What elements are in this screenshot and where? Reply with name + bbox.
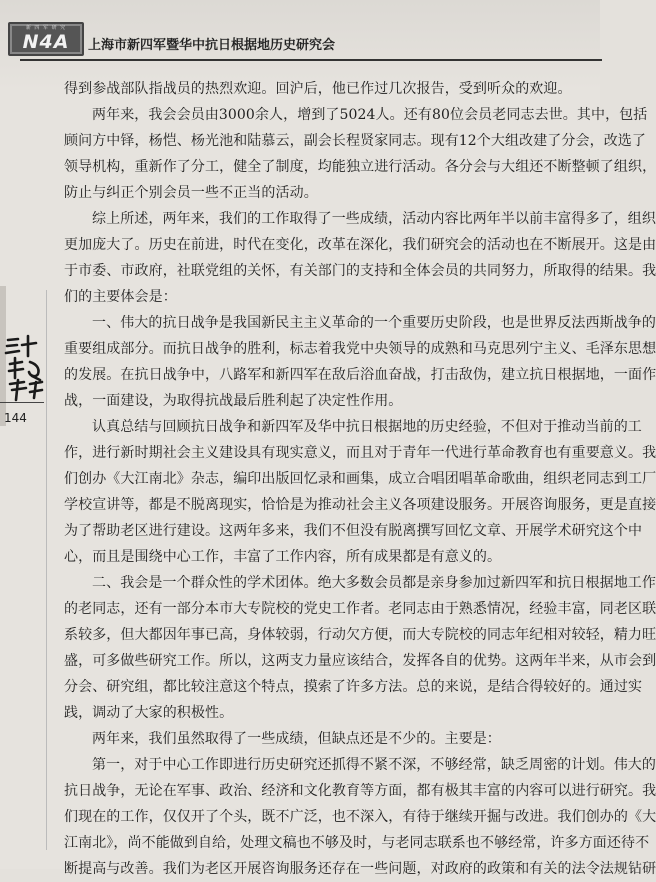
journal-logo: [8, 22, 84, 56]
header-title: 上海市新四军暨华中抗日根据地历史研究会: [88, 38, 336, 53]
text-line: 践，调动了大家的积极性。: [64, 705, 234, 721]
text-line: 们创办《大江南北》杂志，编印出版回忆录和画集，成立合唱团唱革命歌曲，组织老同志到工厂: [64, 471, 656, 487]
text-line: 们的主要体会是：: [64, 289, 177, 305]
text-line: 盛，可多做些研究工作。所以，这两支力量应该结合，发挥各自的优势。这两年半来，从市会到: [64, 653, 656, 669]
text-line: 两年来，我会会员由3000余人，增到了5024人。还有80位会员老同志去世。其中，包括: [92, 107, 648, 123]
body-text: [64, 76, 656, 882]
text-line: 于市委、市政府，社联党组的关怀，有关部门的支持和全体会员的共同努力，所取得的结果。我: [64, 263, 656, 279]
text-line: 二、我会是一个群众性的学术团体。绝大多数会员都是亲身参加过新四军和抗日根据地工作: [92, 575, 656, 591]
calligraphy-emblem-icon: [2, 332, 48, 402]
text-line: 作，进行新时期社会主义建设具有现实意义，而且对于青年一代进行革命教育也有重要意义。我: [64, 445, 656, 461]
text-line: 综上所述，两年来，我们的工作取得了一些成绩，活动内容比两年半以前丰富得多了，组织: [92, 211, 656, 227]
text-line: 更加庞大了。历史在前进，时代在变化，改革在深化，我们研究会的活动也在不断展开。这是由: [64, 237, 656, 253]
header-rule: [20, 59, 602, 61]
side-emblem: [2, 332, 48, 402]
logo-small-text: 新 四 军 研 究: [25, 25, 67, 31]
text-line: 第一，对于中心工作即进行历史研究还抓得不紧不深，不够经常，缺乏周密的计划。伟大的: [92, 757, 656, 773]
text-line: 重要组成部分。而抗日战争的胜利，标志着我党中央领导的成熟和马克思列宁主义、毛泽东思想: [64, 341, 656, 357]
text-line: 两年来，我们虽然取得了一些成绩，但缺点还是不少的。主要是：: [92, 731, 501, 747]
text-line: 学校宣讲等，都是不脱离现实，恰恰是为推动社会主义各项建设服务。开展咨询服务，更是直接: [64, 497, 656, 513]
text-line: 得到参战部队指战员的热烈欢迎。回沪后，他已作过几次报告，受到听众的欢迎。: [64, 81, 572, 97]
text-line: 战，一面建设，为取得抗战最后胜利起了决定性作用。: [64, 393, 403, 409]
text-line: 的发展。在抗日战争中，八路军和新四军在敌后浴血奋战，打击敌伪，建立抗日根据地，一面作: [64, 367, 656, 383]
text-line: 领导机构，重新作了分工，健全了制度，均能独立进行活动。各分会与大组还不断整顿了组织，: [64, 159, 656, 175]
page-number: 144: [4, 411, 27, 425]
text-line: 断提高与改善。我们为老区开展咨询服务还存在一些问题，对政府的政策和有关的法令法规钻研: [64, 861, 656, 877]
running-header: [0, 0, 600, 62]
text-line: 顾问方中铎，杨恺、杨光池和陆慕云，副会长程贤家同志。现有12个大组改建了分会，改选了: [64, 133, 647, 149]
text-line: 分会、研究组，都比较注意这个特点，摸索了许多方法。总的来说，是结合得较好的。通过实: [64, 679, 643, 695]
text-line: 江南北》，尚不能做到自给，处理文稿也不够及时，与老同志联系也不够经常，许多方面还待不: [64, 835, 650, 851]
text-line: 们现在的工作，仅仅开了个头，既不广泛，也不深入，有待于继续开掘与改进。我们创办的《大: [64, 809, 656, 825]
logo-text: N4A: [22, 31, 70, 53]
text-line: 系较多，但大都因年事已高，身体较弱，行动欠方便，而大专院校的同志年纪相对较轻，精力旺: [64, 627, 656, 643]
text-line: 抗日战争，无论在军事、政治、经济和文化教育等方面，都有极其丰富的内容可以进行研究。我: [64, 783, 656, 799]
text-line: 一、伟大的抗日战争是我国新民主主义革命的一个重要历史阶段，也是世界反法西斯战争的: [92, 315, 656, 331]
text-line: 认真总结与回顾抗日战争和新四军及华中抗日根据地的历史经验，不但对于推动当前的工: [92, 419, 642, 435]
page-number-rule: [0, 402, 44, 403]
text-line: 的老同志，还有一部分本市大专院校的党史工作者。老同志由于熟悉情况，经验丰富，同老区联: [64, 601, 656, 617]
text-line: 防止与纠正个别会员一些不正当的活动。: [64, 185, 318, 201]
text-line: 心，而且是围绕中心工作，丰富了工作内容，所有成果都是有意义的。: [64, 549, 502, 565]
text-line: 为了帮助老区进行建设。这两年多来，我们不但没有脱离撰写回忆文章、开展学术研究这个中: [64, 523, 643, 539]
